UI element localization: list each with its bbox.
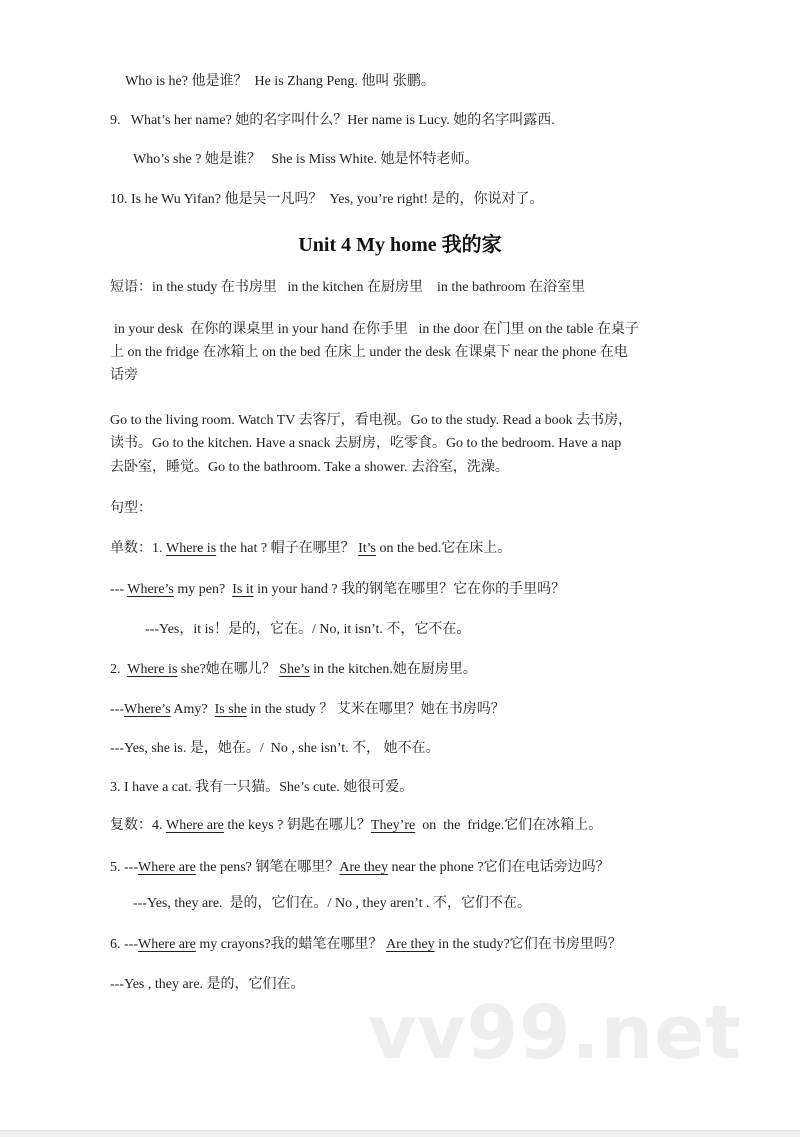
text-segment: 去卧室，睡觉。Go to the bathroom. Take a shower. 去浴室，洗澡。 [110, 460, 509, 475]
text-line [110, 112, 555, 130]
text-line [110, 976, 305, 994]
underlined-phrase: Where’s [127, 582, 174, 597]
text-line [110, 367, 138, 385]
underlined-phrase: Is it [232, 582, 254, 597]
unit-title: Unit 4 My home 我的家 [298, 234, 502, 256]
text-segment: the keys ? 钥匙在哪儿？ [223, 818, 371, 833]
text-line [110, 661, 477, 679]
text-segment: 读书。Go to the kitchen. Have a snack 去厨房，吃零食。Go to the bedroom. Have a nap [110, 436, 622, 451]
text-segment: 6. --- [110, 937, 138, 952]
text-line [110, 581, 565, 599]
text-line [110, 459, 509, 477]
text-segment: --- [110, 582, 128, 597]
text-line [145, 621, 470, 639]
text-segment: ---Yes，it is！是的，它在。/ No, it isn’t. 不，它不在。 [145, 622, 471, 637]
text-line [110, 740, 440, 758]
underlined-phrase: Where’s [124, 702, 171, 717]
text-segment: 10. Is he Wu Yifan? 他是吴一凡吗？ Yes, you’re right! 是的，你说对了。 [110, 192, 544, 207]
underlined-phrase: Where is [127, 662, 178, 677]
text-segment: in the study?它们在书房里吗？ [434, 937, 622, 952]
underlined-phrase: Where are [138, 860, 196, 875]
underlined-phrase: Is she [214, 702, 247, 717]
text-line [133, 895, 531, 913]
text-segment: my pen? [173, 582, 233, 597]
underlined-phrase: Are they [339, 860, 388, 875]
text-segment: Who is he? 他是谁？ He is Zhang Peng. 他叫 张鹏。 [125, 74, 435, 89]
text-segment: 句型： [110, 501, 152, 516]
text-segment: --- [110, 702, 124, 717]
underlined-phrase: She’s [279, 662, 310, 677]
text-line [110, 817, 602, 835]
text-segment: 短语：in the study 在书房里 in the kitchen 在厨房里 in the bathroom 在浴室里 [110, 280, 586, 295]
text-line [110, 701, 505, 719]
text-line [110, 540, 511, 558]
page-bottom-edge [0, 1130, 800, 1137]
text-line [110, 435, 621, 453]
text-segment: Go to the living room. Watch TV 去客厅，看电视。Go to the study. Read a book 去书房， [110, 413, 633, 428]
text-segment: 话旁 [110, 368, 138, 383]
text-line [110, 936, 622, 954]
text-line [110, 412, 632, 430]
underlined-phrase: They’re [370, 818, 416, 833]
underlined-phrase: Are they [386, 937, 435, 952]
text-segment: in your desk 在你的课桌里 in your hand 在你手里 in the door 在门里 on the table 在桌子 [114, 322, 639, 337]
underlined-phrase: Where is [166, 541, 217, 556]
text-segment: she?她在哪儿？ [177, 662, 280, 677]
text-line [133, 151, 478, 169]
text-segment: ---Yes, she is. 是，她在。/ No , she isn’t. 不， 她不在。 [110, 741, 440, 756]
text-line [114, 321, 639, 339]
underlined-phrase: Where are [138, 937, 196, 952]
text-line [110, 191, 544, 209]
text-segment: the hat ? 帽子在哪里？ [216, 541, 359, 556]
text-segment: Amy? [170, 702, 215, 717]
text-segment: on the fridge.它们在冰箱上。 [415, 818, 603, 833]
text-segment: ---Yes , they are. 是的，它们在。 [110, 977, 305, 992]
text-segment: my crayons?我的蜡笔在哪里？ [195, 937, 387, 952]
text-segment: 9. What’s her name? 她的名字叫什么？Her name is Lucy. 她的名字叫露西. [110, 113, 555, 128]
text-line [110, 859, 610, 877]
text-line [110, 500, 152, 518]
text-segment: in the study ？ 艾米在哪里？她在书房吗？ [246, 702, 505, 717]
text-segment: in your hand ? 我的钢笔在哪里？它在你的手里吗？ [253, 582, 566, 597]
text-segment: ---Yes, they are. 是的，它们在。/ No , they aren’t . 不，它们不在。 [133, 896, 532, 911]
text-segment: 3. I have a cat. 我有一只猫。She’s cute. 她很可爱。 [110, 780, 414, 795]
text-segment: 2. [110, 662, 128, 677]
watermark: vv99.net [368, 990, 742, 1076]
text-line [110, 344, 628, 362]
text-segment: 上 on the fridge 在冰箱上 on the bed 在床上 under the desk 在课桌下 near the phone 在电 [110, 345, 628, 360]
text-segment: on the bed.它在床上。 [375, 541, 512, 556]
text-segment: Who’s she ? 她是谁？ She is Miss White. 她是怀特老师。 [133, 152, 479, 167]
text-line [110, 279, 585, 297]
text-segment: the pens? 钢笔在哪里？ [195, 860, 340, 875]
text-line [125, 73, 435, 91]
underlined-phrase: Where are [166, 818, 224, 833]
text-segment: 5. --- [110, 860, 138, 875]
text-line [110, 779, 413, 797]
text-segment: in the kitchen.她在厨房里。 [309, 662, 477, 677]
text-segment: 单数：1. [110, 541, 166, 556]
underlined-phrase: It’s [358, 541, 376, 556]
text-segment: near the phone ?它们在电话旁边吗？ [387, 860, 610, 875]
text-segment: 复数：4. [110, 818, 166, 833]
